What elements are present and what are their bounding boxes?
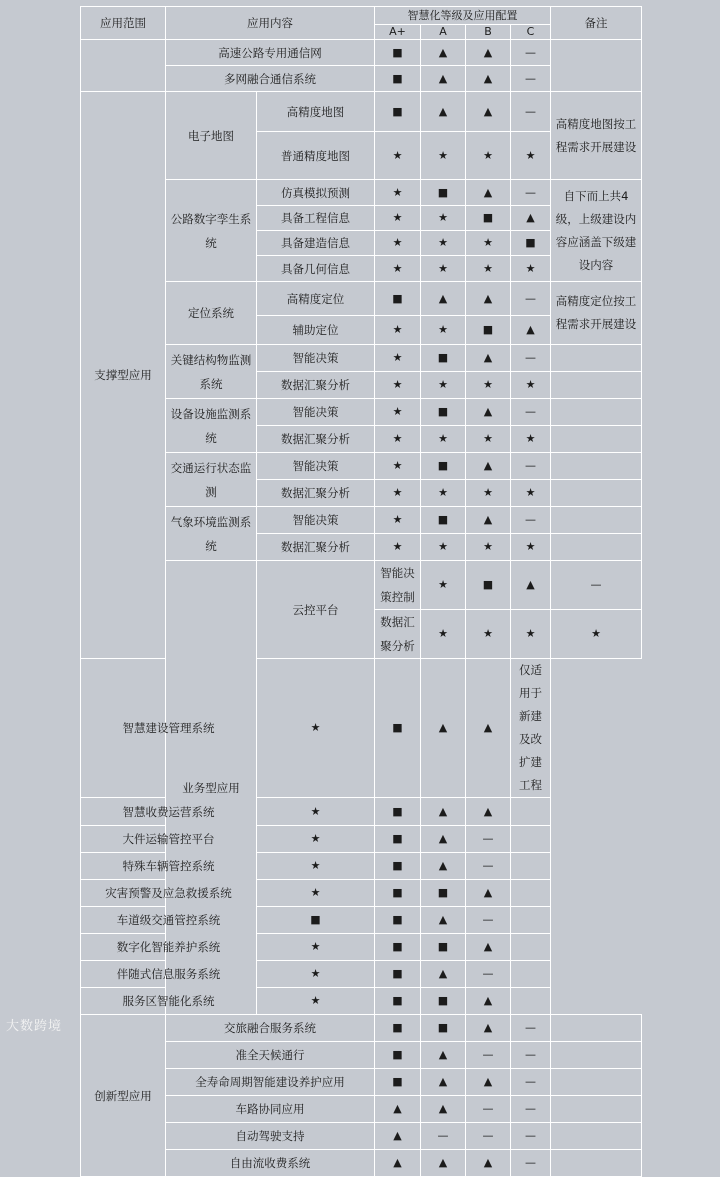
star-symbol: ★	[466, 480, 511, 507]
triangle-symbol: ▲	[421, 40, 466, 66]
star-symbol: ★	[375, 132, 421, 180]
star-symbol: ★	[375, 453, 421, 480]
row-label: 具备几何信息	[257, 256, 375, 282]
star-symbol: ★	[421, 372, 466, 399]
category-facility: 设备设施监测系统	[166, 399, 257, 453]
triangle-symbol: ▲	[466, 659, 511, 798]
star-symbol: ★	[375, 231, 421, 256]
triangle-symbol: ▲	[466, 988, 511, 1015]
square-symbol: ■	[466, 561, 511, 610]
square-symbol: ■	[375, 961, 421, 988]
row-label: 大件运输管控平台	[81, 826, 257, 853]
square-symbol: ■	[511, 231, 551, 256]
star-symbol: ★	[511, 610, 551, 659]
star-symbol: ★	[421, 132, 466, 180]
triangle-symbol: ▲	[466, 880, 511, 907]
triangle-symbol: ▲	[421, 1150, 466, 1177]
square-symbol: ■	[421, 1015, 466, 1042]
square-symbol: ■	[375, 853, 421, 880]
star-symbol: ★	[511, 534, 551, 561]
star-symbol: ★	[466, 372, 511, 399]
star-symbol: ★	[421, 561, 466, 610]
remark-cell	[551, 534, 642, 561]
table-row	[81, 180, 642, 206]
star-symbol: ★	[375, 345, 421, 372]
triangle-symbol: ▲	[466, 1150, 511, 1177]
star-symbol: ★	[466, 534, 511, 561]
star-symbol: ★	[375, 316, 421, 345]
row-label: 自由流收费系统	[166, 1150, 375, 1177]
square-symbol: ■	[466, 316, 511, 345]
triangle-symbol: ▲	[421, 282, 466, 316]
row-label: 高速公路专用通信网	[166, 40, 375, 66]
dash-symbol: —	[511, 66, 551, 92]
triangle-symbol: ▲	[466, 934, 511, 961]
remark-cell	[551, 372, 642, 399]
remark-emap: 高精度地图按工程需求开展建设	[551, 92, 642, 180]
square-symbol: ■	[375, 907, 421, 934]
table-row	[81, 961, 642, 988]
triangle-symbol: ▲	[466, 66, 511, 92]
square-symbol: ■	[421, 399, 466, 426]
star-symbol: ★	[375, 180, 421, 206]
row-label: 全寿命周期智能建设养护应用	[166, 1069, 375, 1096]
square-symbol: ■	[421, 880, 466, 907]
remark-cell	[511, 826, 551, 853]
remark-cell	[551, 426, 642, 453]
star-symbol: ★	[466, 132, 511, 180]
dash-symbol: —	[466, 907, 511, 934]
triangle-symbol: ▲	[466, 1069, 511, 1096]
row-label: 多网融合通信系统	[166, 66, 375, 92]
square-symbol: ■	[466, 206, 511, 231]
config-table	[80, 6, 642, 1177]
row-label: 服务区智能化系统	[81, 988, 257, 1015]
star-symbol: ★	[375, 256, 421, 282]
dash-symbol: —	[511, 180, 551, 206]
square-symbol: ■	[257, 907, 375, 934]
table-row	[81, 798, 642, 826]
row-label: 特殊车辆管控系统	[81, 853, 257, 880]
remark-cell	[511, 853, 551, 880]
star-symbol: ★	[466, 426, 511, 453]
remark-cell	[551, 1123, 642, 1150]
dash-symbol: —	[511, 399, 551, 426]
square-symbol: ■	[375, 1042, 421, 1069]
star-symbol: ★	[257, 798, 375, 826]
row-label: 智能决策	[257, 345, 375, 372]
triangle-symbol: ▲	[466, 92, 511, 132]
square-symbol: ■	[375, 934, 421, 961]
row-label: 高精度地图	[257, 92, 375, 132]
remark-cell	[511, 798, 551, 826]
star-symbol: ★	[511, 256, 551, 282]
triangle-symbol: ▲	[421, 92, 466, 132]
triangle-symbol: ▲	[466, 1015, 511, 1042]
remark-cell	[511, 961, 551, 988]
row-label: 智能决策	[257, 399, 375, 426]
star-symbol: ★	[375, 372, 421, 399]
dash-symbol: —	[511, 1015, 551, 1042]
header-level-c: C	[511, 25, 551, 40]
dash-symbol: —	[511, 507, 551, 534]
triangle-symbol: ▲	[421, 798, 466, 826]
triangle-symbol: ▲	[511, 316, 551, 345]
star-symbol: ★	[511, 480, 551, 507]
dash-symbol: —	[511, 1042, 551, 1069]
star-symbol: ★	[551, 610, 642, 659]
triangle-symbol: ▲	[466, 453, 511, 480]
table-row	[81, 1150, 642, 1177]
table-row	[81, 507, 642, 534]
header-levels-title: 智慧化等级及应用配置	[375, 7, 551, 25]
row-label: 数据汇聚分析	[257, 426, 375, 453]
star-symbol: ★	[257, 853, 375, 880]
row-label: 智能决策控制	[375, 561, 421, 610]
star-symbol: ★	[421, 256, 466, 282]
star-symbol: ★	[375, 206, 421, 231]
star-symbol: ★	[375, 480, 421, 507]
row-label: 数据汇聚分析	[257, 480, 375, 507]
star-symbol: ★	[375, 534, 421, 561]
group-support: 支撑型应用	[81, 92, 166, 659]
star-symbol: ★	[421, 534, 466, 561]
table-row	[81, 453, 642, 480]
remark-cell	[551, 480, 642, 507]
star-symbol: ★	[257, 934, 375, 961]
star-symbol: ★	[257, 961, 375, 988]
dash-symbol: —	[511, 1096, 551, 1123]
triangle-symbol: ▲	[421, 66, 466, 92]
star-symbol: ★	[257, 988, 375, 1015]
table-row	[81, 988, 642, 1015]
table-row	[81, 880, 642, 907]
header-scope: 应用范围	[81, 7, 166, 40]
header-level-a: A	[421, 25, 466, 40]
triangle-symbol: ▲	[421, 1069, 466, 1096]
remark-cell	[551, 345, 642, 372]
remark-cell	[551, 1150, 642, 1177]
square-symbol: ■	[375, 66, 421, 92]
square-symbol: ■	[375, 282, 421, 316]
star-symbol: ★	[421, 426, 466, 453]
table-container	[80, 6, 642, 1177]
star-symbol: ★	[466, 610, 511, 659]
table-row	[81, 399, 642, 426]
star-symbol: ★	[375, 507, 421, 534]
square-symbol: ■	[375, 1069, 421, 1096]
dash-symbol: —	[511, 453, 551, 480]
row-label: 车路协同应用	[166, 1096, 375, 1123]
square-symbol: ■	[375, 40, 421, 66]
category-cloud: 云控平台	[257, 561, 375, 659]
row-label: 普通精度地图	[257, 132, 375, 180]
square-symbol: ■	[421, 934, 466, 961]
star-symbol: ★	[511, 372, 551, 399]
remark-mgmt: 仅适用于新建及改扩建工程	[511, 659, 551, 798]
blank-scope	[81, 40, 166, 92]
star-symbol: ★	[257, 826, 375, 853]
triangle-symbol: ▲	[375, 1123, 421, 1150]
remark-twin: 自下而上共4级，上级建设内容应涵盖下级建设内容	[551, 180, 642, 282]
row-label: 具备工程信息	[257, 206, 375, 231]
table-row	[81, 561, 642, 610]
table-row	[81, 659, 642, 798]
triangle-symbol: ▲	[511, 561, 551, 610]
triangle-symbol: ▲	[421, 853, 466, 880]
square-symbol: ■	[375, 880, 421, 907]
dash-symbol: —	[466, 1042, 511, 1069]
square-symbol: ■	[375, 92, 421, 132]
table-row	[81, 1096, 642, 1123]
row-label: 准全天候通行	[166, 1042, 375, 1069]
header-remark: 备注	[551, 7, 642, 40]
remark-cell	[511, 907, 551, 934]
square-symbol: ■	[421, 988, 466, 1015]
star-symbol: ★	[466, 231, 511, 256]
row-label: 智能决策	[257, 453, 375, 480]
square-symbol: ■	[421, 180, 466, 206]
star-symbol: ★	[421, 316, 466, 345]
triangle-symbol: ▲	[466, 507, 511, 534]
header-level-b: B	[466, 25, 511, 40]
category-twin: 公路数字孪生系统	[166, 180, 257, 282]
remark-cell	[511, 988, 551, 1015]
row-label: 具备建造信息	[257, 231, 375, 256]
watermark: 大数跨境	[6, 1019, 63, 1034]
triangle-symbol: ▲	[421, 1042, 466, 1069]
remark-cell	[511, 934, 551, 961]
table-row	[81, 1015, 642, 1042]
remark-cell	[511, 880, 551, 907]
square-symbol: ■	[421, 453, 466, 480]
table-row	[81, 40, 642, 66]
row-label: 智慧建设管理系统	[81, 659, 257, 798]
star-symbol: ★	[421, 206, 466, 231]
remark-position: 高精度定位按工程需求开展建设	[551, 282, 642, 345]
triangle-symbol: ▲	[421, 961, 466, 988]
triangle-symbol: ▲	[466, 282, 511, 316]
table-row	[81, 826, 642, 853]
table-row	[81, 1042, 642, 1069]
triangle-symbol: ▲	[375, 1096, 421, 1123]
dash-symbol: —	[466, 853, 511, 880]
table-row	[81, 907, 642, 934]
table-row	[81, 1123, 642, 1150]
group-business: 业务型应用	[166, 561, 257, 1015]
dash-symbol: —	[511, 282, 551, 316]
square-symbol: ■	[375, 798, 421, 826]
square-symbol: ■	[375, 659, 421, 798]
row-label: 自动驾驶支持	[166, 1123, 375, 1150]
triangle-symbol: ▲	[375, 1150, 421, 1177]
category-traffic: 交通运行状态监测	[166, 453, 257, 507]
dash-symbol: —	[551, 561, 642, 610]
table-row	[81, 345, 642, 372]
triangle-symbol: ▲	[466, 345, 511, 372]
triangle-symbol: ▲	[421, 907, 466, 934]
row-label: 智能决策	[257, 507, 375, 534]
row-label: 车道级交通管控系统	[81, 907, 257, 934]
remark-cell	[551, 1042, 642, 1069]
triangle-symbol: ▲	[511, 206, 551, 231]
table-row	[81, 92, 642, 132]
dash-symbol: —	[511, 92, 551, 132]
star-symbol: ★	[511, 426, 551, 453]
dash-symbol: —	[466, 826, 511, 853]
dash-symbol: —	[511, 1150, 551, 1177]
remark-cell	[551, 453, 642, 480]
dash-symbol: —	[421, 1123, 466, 1150]
star-symbol: ★	[511, 132, 551, 180]
star-symbol: ★	[375, 426, 421, 453]
remark-blank	[551, 40, 642, 92]
square-symbol: ■	[375, 988, 421, 1015]
triangle-symbol: ▲	[466, 40, 511, 66]
row-label: 数据汇聚分析	[257, 534, 375, 561]
dash-symbol: —	[466, 1123, 511, 1150]
remark-cell	[551, 1015, 642, 1042]
table-row	[81, 282, 642, 316]
square-symbol: ■	[375, 826, 421, 853]
dash-symbol: —	[511, 1069, 551, 1096]
table-row	[81, 934, 642, 961]
triangle-symbol: ▲	[466, 399, 511, 426]
table-row	[81, 853, 642, 880]
dash-symbol: —	[511, 345, 551, 372]
remark-cell	[551, 1069, 642, 1096]
star-symbol: ★	[421, 480, 466, 507]
square-symbol: ■	[375, 1015, 421, 1042]
row-label: 辅助定位	[257, 316, 375, 345]
row-label: 仿真模拟预测	[257, 180, 375, 206]
square-symbol: ■	[421, 345, 466, 372]
row-label: 智慧收费运营系统	[81, 798, 257, 826]
dash-symbol: —	[466, 961, 511, 988]
row-label: 伴随式信息服务系统	[81, 961, 257, 988]
dash-symbol: —	[466, 1096, 511, 1123]
dash-symbol: —	[511, 1123, 551, 1150]
triangle-symbol: ▲	[421, 659, 466, 798]
row-label: 高精度定位	[257, 282, 375, 316]
remark-cell	[551, 1096, 642, 1123]
row-label: 交旅融合服务系统	[166, 1015, 375, 1042]
star-symbol: ★	[466, 256, 511, 282]
remark-cell	[551, 507, 642, 534]
star-symbol: ★	[257, 659, 375, 798]
category-emap: 电子地图	[166, 92, 257, 180]
star-symbol: ★	[257, 880, 375, 907]
triangle-symbol: ▲	[466, 798, 511, 826]
star-symbol: ★	[421, 610, 466, 659]
star-symbol: ★	[375, 399, 421, 426]
triangle-symbol: ▲	[421, 1096, 466, 1123]
table-row	[81, 1069, 642, 1096]
row-label: 数据汇聚分析	[375, 610, 421, 659]
triangle-symbol: ▲	[421, 826, 466, 853]
header-level-aplus: A+	[375, 25, 421, 40]
row-label: 灾害预警及应急救援系统	[81, 880, 257, 907]
group-innovation: 创新型应用	[81, 1015, 166, 1177]
triangle-symbol: ▲	[466, 180, 511, 206]
star-symbol: ★	[421, 231, 466, 256]
category-weather: 气象环境监测系统	[166, 507, 257, 561]
row-label: 数字化智能养护系统	[81, 934, 257, 961]
row-label: 数据汇聚分析	[257, 372, 375, 399]
category-position: 定位系统	[166, 282, 257, 345]
dash-symbol: —	[511, 40, 551, 66]
header-content: 应用内容	[166, 7, 375, 40]
square-symbol: ■	[421, 507, 466, 534]
remark-cell	[551, 399, 642, 426]
category-struct: 关键结构物监测系统	[166, 345, 257, 399]
